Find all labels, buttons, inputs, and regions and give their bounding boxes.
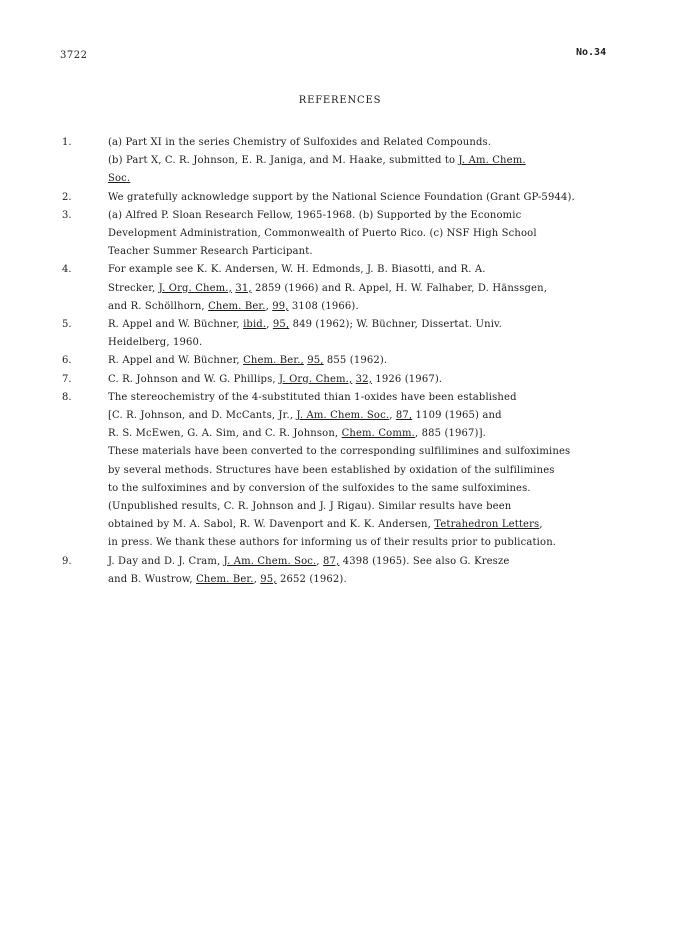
reference-text: 1109 (1965) and — [412, 410, 502, 421]
reference-text: C. R. Johnson and W. G. Phillips, — [108, 373, 280, 385]
citation-text: 95, — [272, 319, 290, 330]
reference-text: Strecker, — [108, 282, 159, 294]
reference-text: , — [539, 519, 543, 531]
reference-text: J. Day and D. J. Cram, — [108, 555, 224, 567]
reference-number: 4. — [62, 264, 72, 276]
citation-text: 95, — [307, 355, 324, 367]
citation-text: 95, — [260, 573, 277, 585]
reference-number: 3. — [62, 209, 72, 221]
reference-text: We gratefully acknowledge support by the National Science Foundation (Grant GP-5944). — [108, 191, 575, 203]
reference-number: 8. — [62, 391, 72, 403]
section-title: REFERENCES — [298, 95, 382, 106]
citation-text: J. Am. Chem. Soc. — [296, 410, 390, 421]
reference-text: 3108 (1966). — [288, 300, 359, 312]
citation-text: J. Org. Chem., — [158, 282, 232, 294]
reference-line — [108, 191, 575, 205]
citation-text: 99, — [272, 300, 289, 312]
reference-text: 4398 (1965). See also G. Kresze — [339, 555, 510, 567]
reference-number: 6. — [62, 355, 72, 367]
reference-text: 2859 (1966) and R. Appel, H. W. Falhaber, D. Hänssgen, — [251, 282, 548, 294]
reference-text: (a) Part XI in the series Chemistry of Sulfoxides and Related Compounds. — [108, 137, 492, 148]
reference-line — [108, 555, 509, 569]
reference-number: 2. — [62, 191, 72, 203]
reference-text: (a) Alfred P. Sloan Research Fellow, 1965-1968. (b) Supported by the Economic — [108, 209, 522, 221]
reference-line — [108, 354, 387, 368]
reference-line — [108, 282, 547, 296]
citation-text: Chem. Ber., — [243, 355, 304, 367]
reference-line — [108, 573, 347, 587]
reference-line — [108, 373, 442, 387]
citation-text: 32, — [355, 373, 373, 385]
reference-text: R. Appel and W. Büchner, — [108, 319, 244, 330]
reference-line — [108, 518, 543, 532]
reference-text: 855 (1962). — [323, 355, 388, 367]
reference-text: For example see K. K. Andersen, W. H. Edmonds, J. B. Biasotti, and R. A. — [108, 264, 486, 276]
citation-text: 87, — [323, 555, 340, 567]
citation-text: J. Org. Chem., — [279, 373, 353, 385]
reference-line — [108, 300, 359, 314]
reference-text: obtained by M. A. Sabol, R. W. Davenport and K. K. Andersen, — [108, 519, 435, 531]
reference-line — [108, 263, 486, 277]
reference-text: , — [389, 410, 396, 421]
reference-line — [108, 482, 531, 496]
reference-text: Heidelberg, 1960. — [108, 337, 203, 349]
reference-text: Development Administration, Commonwealth of Puerto Rico. (c) NSF High School — [108, 228, 537, 239]
reference-text: and R. Schöllhorn, — [108, 300, 209, 312]
reference-line — [108, 136, 491, 150]
reference-text: in press. We thank these authors for informing us of their results prior to publication. — [108, 537, 557, 549]
reference-text: , 885 (1967)]. — [414, 428, 486, 440]
reference-line — [108, 336, 202, 350]
reference-text: , — [316, 555, 324, 567]
reference-text: , — [253, 573, 261, 585]
reference-text: R. S. McEwen, G. A. Sim, and C. R. Johnson, — [108, 428, 342, 440]
reference-line — [108, 500, 511, 514]
citation-text: Soc. — [108, 173, 131, 185]
reference-text: (Unpublished results, C. R. Johnson and J. J Rigau). Similar results have been — [108, 501, 512, 512]
reference-text: R. Appel and W. Büchner, — [108, 355, 244, 367]
reference-text: , — [266, 319, 273, 330]
reference-line — [108, 536, 556, 550]
reference-text: 2652 (1962). — [276, 573, 347, 585]
reference-text: Teacher Summer Research Participant. — [108, 246, 313, 258]
reference-number: 5. — [62, 319, 72, 330]
citation-text: J. Am. Chem. Soc. — [223, 555, 317, 567]
reference-text: 849 (1962); W. Büchner, Dissertat. Univ. — [289, 319, 502, 330]
reference-text: (b) Part X, C. R. Johnson, E. R. Janiga, and M. Haake, submitted to — [108, 155, 459, 167]
citation-text: Chem. Ber. — [208, 300, 266, 312]
reference-line — [108, 209, 521, 223]
reference-text: [C. R. Johnson, and D. McCants, Jr., — [108, 410, 297, 421]
reference-line — [108, 227, 537, 241]
reference-line — [108, 427, 486, 441]
reference-line — [108, 445, 570, 459]
reference-text: 1926 (1967). — [372, 373, 443, 385]
issue-number: No.34 — [576, 47, 607, 58]
reference-text: These materials have been converted to the corresponding sulfilimines and sulfoximines — [108, 446, 571, 458]
reference-text: by several methods. Structures have been established by oxidation of the sulfilimines — [108, 464, 555, 476]
reference-line — [108, 409, 502, 423]
citation-text: Chem. Ber. — [196, 573, 254, 585]
reference-number: 7. — [62, 373, 72, 385]
reference-line — [108, 391, 517, 405]
citation-text: Chem. Comm. — [341, 428, 415, 440]
reference-line — [108, 464, 555, 478]
reference-line — [108, 318, 502, 332]
reference-line — [108, 154, 526, 168]
reference-text: and B. Wustrow, — [108, 573, 197, 585]
reference-text: , — [265, 300, 273, 312]
reference-number: 9. — [62, 555, 72, 567]
reference-line — [108, 245, 313, 259]
reference-text: The stereochemistry of the 4-substituted thian 1-oxides have been established — [108, 391, 517, 403]
citation-text: 87, — [395, 410, 413, 421]
citation-text: ibid. — [243, 319, 267, 330]
citation-text: Tetrahedron Letters — [434, 519, 540, 531]
page-number: 3722 — [60, 50, 88, 61]
reference-line — [108, 172, 130, 186]
reference-number: 1. — [62, 137, 72, 148]
reference-text: to the sulfoximines and by conversion of the sulfoxides to the same sulfoximines. — [108, 482, 531, 494]
citation-text: 31, — [235, 282, 252, 294]
citation-text: J. Am. Chem. — [458, 155, 526, 167]
